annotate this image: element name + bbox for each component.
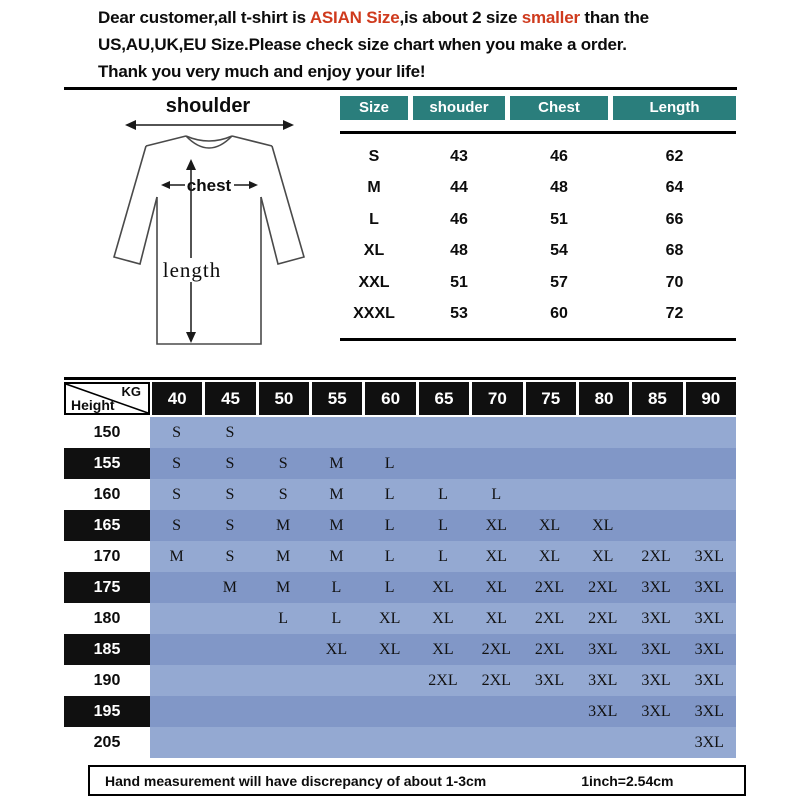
matrix-size-cell	[523, 479, 576, 510]
size-table-cell: 70	[665, 273, 684, 291]
height-row-label: 205	[64, 727, 150, 758]
matrix-size-cell: L	[491, 485, 502, 503]
matrix-size-cell	[150, 634, 203, 665]
matrix-size-cell: 2XL	[534, 609, 565, 627]
weight-column-header: 70	[472, 382, 522, 415]
matrix-size-cell: XL	[379, 640, 401, 658]
matrix-size-cell: S	[225, 454, 235, 472]
matrix-size-cell: XL	[485, 516, 507, 534]
matrix-size-cell: M	[222, 578, 238, 596]
height-row-label: 160	[64, 479, 150, 510]
matrix-size-cell	[203, 603, 256, 634]
matrix-size-cell: S	[225, 516, 235, 534]
matrix-size-cell: XL	[592, 516, 614, 534]
matrix-size-cell	[416, 696, 469, 727]
weight-column-header: 80	[579, 382, 629, 415]
matrix-size-cell	[683, 479, 736, 510]
matrix-size-cell	[576, 448, 629, 479]
matrix-row	[64, 510, 736, 541]
matrix-row	[64, 417, 736, 448]
matrix-size-cell	[310, 696, 363, 727]
matrix-size-cell: 3XL	[694, 547, 724, 565]
height-row-label: 185	[64, 634, 150, 665]
size-table-cell: 62	[665, 147, 684, 165]
matrix-size-cell: 3XL	[534, 671, 565, 689]
notice	[98, 4, 758, 85]
matrix-row-cells	[150, 572, 736, 603]
matrix-size-cell	[203, 696, 256, 727]
size-table-row	[340, 236, 736, 268]
matrix-size-cell: L	[384, 547, 395, 565]
matrix-size-cell: M	[169, 547, 184, 565]
size-table-header	[340, 96, 736, 120]
matrix-size-cell	[257, 727, 310, 758]
inch-conversion: 1inch=2.54cm	[581, 772, 674, 789]
matrix-row	[64, 541, 736, 572]
size-table-cell: L	[369, 210, 379, 228]
matrix-size-cell	[470, 417, 523, 448]
matrix-row	[64, 727, 736, 758]
matrix-size-cell	[150, 603, 203, 634]
matrix-size-cell: 3XL	[694, 578, 724, 596]
matrix-size-cell: S	[172, 516, 182, 534]
matrix-size-cell: XL	[485, 547, 507, 565]
matrix-size-cell	[150, 696, 203, 727]
matrix-size-cell: L	[438, 547, 448, 565]
size-table-cell: 51	[550, 210, 568, 228]
measurement-note: Hand measurement will have discrepancy of about 1-3cm	[105, 772, 487, 789]
matrix-row	[64, 448, 736, 479]
matrix-size-cell: 2XL	[481, 671, 511, 689]
matrix-row	[64, 665, 736, 696]
matrix-size-cell	[416, 448, 469, 479]
matrix-size-cell: L	[384, 485, 395, 503]
matrix-size-cell	[576, 727, 629, 758]
matrix-size-cell	[257, 665, 310, 696]
notice-line-1	[98, 4, 758, 31]
size-table-column-header: Size	[340, 96, 408, 120]
weight-column-header: 65	[419, 382, 469, 415]
matrix-size-cell: XL	[379, 609, 401, 627]
matrix-size-cell	[203, 727, 256, 758]
size-table-cell: XL	[363, 242, 385, 260]
size-table-cell: 51	[450, 273, 468, 291]
matrix-row-cells	[150, 417, 736, 448]
size-table-cell: 48	[550, 179, 568, 197]
matrix-size-cell: XL	[432, 640, 454, 658]
matrix-size-cell	[310, 727, 363, 758]
matrix-size-cell: M	[329, 454, 344, 472]
matrix-size-cell: L	[384, 454, 395, 472]
matrix-size-cell	[257, 634, 310, 665]
matrix-size-cell	[629, 448, 682, 479]
size-table	[340, 96, 736, 341]
matrix-size-cell: 2XL	[641, 547, 671, 565]
size-table-column-header: shouder	[413, 96, 505, 120]
corner-height-label: Height	[71, 397, 115, 413]
matrix-size-cell	[470, 448, 523, 479]
size-table-cell: 54	[550, 242, 568, 260]
matrix-size-cell: 2XL	[428, 671, 458, 689]
size-table-cell: XXL	[358, 273, 390, 291]
matrix-row	[64, 634, 736, 665]
matrix-size-cell: 3XL	[694, 733, 724, 751]
matrix-size-cell: S	[278, 485, 288, 503]
matrix-row-cells	[150, 448, 736, 479]
size-table-row	[340, 141, 736, 173]
weight-column-header: 60	[365, 382, 415, 415]
matrix-size-cell: XL	[592, 547, 614, 565]
matrix-size-cell: 2XL	[534, 640, 565, 658]
matrix-row-cells	[150, 665, 736, 696]
matrix-row	[64, 479, 736, 510]
matrix-size-cell: XL	[538, 516, 561, 534]
matrix-row	[64, 603, 736, 634]
weight-column-header: 55	[312, 382, 362, 415]
matrix-size-cell	[523, 417, 576, 448]
length-label: length	[162, 258, 222, 282]
size-table-column-header: Length	[613, 96, 736, 120]
matrix-size-cell: XL	[485, 609, 507, 627]
size-table-row	[340, 267, 736, 299]
matrix-size-cell	[363, 696, 416, 727]
matrix-size-cell: 2XL	[481, 640, 511, 658]
size-table-cell: 53	[450, 305, 468, 323]
matrix-size-cell: L	[331, 609, 342, 627]
matrix-size-cell: XL	[432, 578, 454, 596]
size-table-cell: 43	[450, 147, 468, 165]
top-divider	[64, 87, 737, 90]
matrix-size-cell	[629, 479, 682, 510]
size-table-top-rule	[340, 131, 736, 134]
height-row-label: 190	[64, 665, 150, 696]
weight-column-header: 90	[686, 382, 736, 415]
matrix-row	[64, 696, 736, 727]
notice-line-2: US,AU,UK,EU Size.Please check size chart when you make a order.	[98, 35, 627, 54]
height-row-label: 155	[64, 448, 150, 479]
matrix-size-cell	[683, 510, 736, 541]
matrix-size-cell: L	[278, 609, 289, 627]
corner-kg-label: KG	[121, 384, 141, 399]
matrix-size-cell: 2XL	[534, 578, 565, 596]
matrix-size-cell: M	[329, 547, 344, 565]
notice-text-2: ,is about 2 size	[399, 8, 522, 27]
matrix-row-cells	[150, 479, 736, 510]
matrix-size-cell	[470, 696, 523, 727]
matrix-size-cell	[416, 727, 469, 758]
matrix-size-cell: 2XL	[588, 578, 618, 596]
size-table-cell: 66	[665, 210, 684, 228]
size-table-row	[340, 299, 736, 331]
matrix-size-cell	[629, 727, 682, 758]
shirt-outline	[114, 136, 304, 344]
weight-column-header: 85	[632, 382, 682, 415]
size-table-row	[340, 173, 736, 205]
matrix-size-cell	[683, 417, 736, 448]
size-table-cell: XXXL	[353, 305, 395, 323]
notice-highlight-asian-size: ASIAN Size	[309, 8, 400, 27]
matrix-row	[64, 572, 736, 603]
matrix-size-cell	[310, 665, 363, 696]
matrix-size-cell	[523, 696, 576, 727]
size-table-cell: 60	[550, 305, 568, 323]
footer-note-box	[88, 765, 746, 796]
size-table-cell: M	[367, 179, 381, 197]
matrix-size-cell	[576, 479, 629, 510]
matrix-row-cells	[150, 541, 736, 572]
matrix-size-cell	[523, 448, 576, 479]
matrix-size-cell	[629, 417, 682, 448]
size-table-cell: 48	[450, 242, 468, 260]
matrix-size-cell: L	[331, 578, 342, 596]
size-table-bottom-rule	[340, 338, 736, 341]
matrix-size-cell	[257, 696, 310, 727]
size-table-body	[340, 141, 736, 330]
matrix-size-cell	[363, 665, 416, 696]
size-table-cell: 57	[550, 273, 568, 291]
matrix-size-cell	[363, 727, 416, 758]
weight-column-header: 50	[259, 382, 309, 415]
height-row-label: 165	[64, 510, 150, 541]
matrix-size-cell: XL	[325, 640, 348, 658]
size-table-cell: 46	[450, 210, 468, 228]
size-table-row	[340, 204, 736, 236]
height-row-label: 195	[64, 696, 150, 727]
matrix-size-cell: 3XL	[641, 671, 671, 689]
notice-text-3: than the	[579, 8, 649, 27]
matrix-size-cell: 2XL	[588, 609, 618, 627]
matrix-row-cells	[150, 727, 736, 758]
height-row-label: 180	[64, 603, 150, 634]
matrix-size-cell	[576, 417, 629, 448]
matrix-size-cell: S	[172, 485, 182, 503]
shoulder-label: shoulder	[165, 95, 251, 117]
matrix-size-cell: 3XL	[694, 640, 724, 658]
matrix-size-cell: S	[278, 454, 288, 472]
notice-line-3: Thank you very much and enjoy your life!	[98, 62, 426, 81]
matrix-row-cells	[150, 510, 736, 541]
matrix-size-cell: L	[438, 485, 448, 503]
matrix-size-cell: 3XL	[641, 702, 671, 720]
matrix-corner-cell	[64, 382, 150, 415]
weight-column-header: 45	[205, 382, 255, 415]
size-table-cell: 72	[665, 305, 684, 323]
shirt-measurement-diagram	[58, 92, 348, 368]
matrix-size-cell: M	[276, 547, 291, 565]
matrix-size-cell	[523, 727, 576, 758]
matrix-size-cell	[470, 727, 523, 758]
matrix-rows	[64, 417, 736, 758]
matrix-size-cell: M	[329, 516, 344, 534]
size-table-cell: 44	[450, 179, 468, 197]
matrix-size-cell: M	[329, 485, 344, 503]
matrix-size-cell: S	[172, 423, 182, 441]
matrix-size-cell: 3XL	[588, 702, 618, 720]
matrix-size-cell: S	[225, 485, 235, 503]
matrix-size-cell	[203, 634, 256, 665]
matrix-size-cell: S	[172, 454, 182, 472]
size-table-cell: S	[368, 147, 380, 165]
matrix-row-cells	[150, 634, 736, 665]
matrix-size-cell: M	[276, 578, 291, 596]
matrix-size-cell: L	[438, 516, 448, 534]
matrix-size-cell	[310, 417, 363, 448]
notice-highlight-smaller: smaller	[521, 8, 580, 27]
matrix-size-cell: L	[384, 516, 395, 534]
matrix-size-cell	[629, 510, 682, 541]
matrix-size-cell: 3XL	[588, 671, 618, 689]
matrix-size-cell: 3XL	[641, 578, 671, 596]
matrix-size-cell	[416, 417, 469, 448]
matrix-size-cell: S	[225, 423, 235, 441]
size-table-cell: 64	[665, 179, 684, 197]
matrix-size-cell: 3XL	[588, 640, 618, 658]
notice-text-1: Dear customer,all t-shirt is	[98, 8, 310, 27]
matrix-size-cell: L	[384, 578, 395, 596]
matrix-row-cells	[150, 696, 736, 727]
shoulder-arrow	[125, 120, 294, 130]
matrix-size-cell	[150, 727, 203, 758]
matrix-size-cell: 3XL	[641, 609, 671, 627]
matrix-size-cell: 3XL	[694, 609, 724, 627]
matrix-size-cell	[363, 417, 416, 448]
matrix-size-cell	[683, 448, 736, 479]
matrix-weight-header	[152, 382, 736, 415]
size-table-cell: 68	[665, 242, 684, 260]
matrix-size-cell: 3XL	[641, 640, 671, 658]
matrix-size-cell: 3XL	[694, 671, 724, 689]
matrix-size-cell: S	[225, 547, 235, 565]
chest-label: chest	[186, 176, 232, 195]
height-row-label: 175	[64, 572, 150, 603]
matrix-size-cell	[150, 572, 203, 603]
matrix-row-cells	[150, 603, 736, 634]
matrix-size-cell: M	[276, 516, 291, 534]
weight-column-header: 40	[152, 382, 202, 415]
matrix-size-cell: 3XL	[694, 702, 724, 720]
matrix-size-cell	[203, 665, 256, 696]
matrix-size-cell: XL	[485, 578, 507, 596]
matrix-size-cell	[150, 665, 203, 696]
height-row-label: 150	[64, 417, 150, 448]
matrix-header	[64, 382, 736, 415]
matrix-size-cell: XL	[432, 609, 454, 627]
matrix-size-cell	[257, 417, 310, 448]
height-weight-matrix	[64, 377, 736, 758]
size-table-column-header: Chest	[510, 96, 608, 120]
matrix-size-cell: XL	[538, 547, 561, 565]
height-row-label: 170	[64, 541, 150, 572]
weight-column-header: 75	[526, 382, 576, 415]
size-table-cell: 46	[550, 147, 568, 165]
